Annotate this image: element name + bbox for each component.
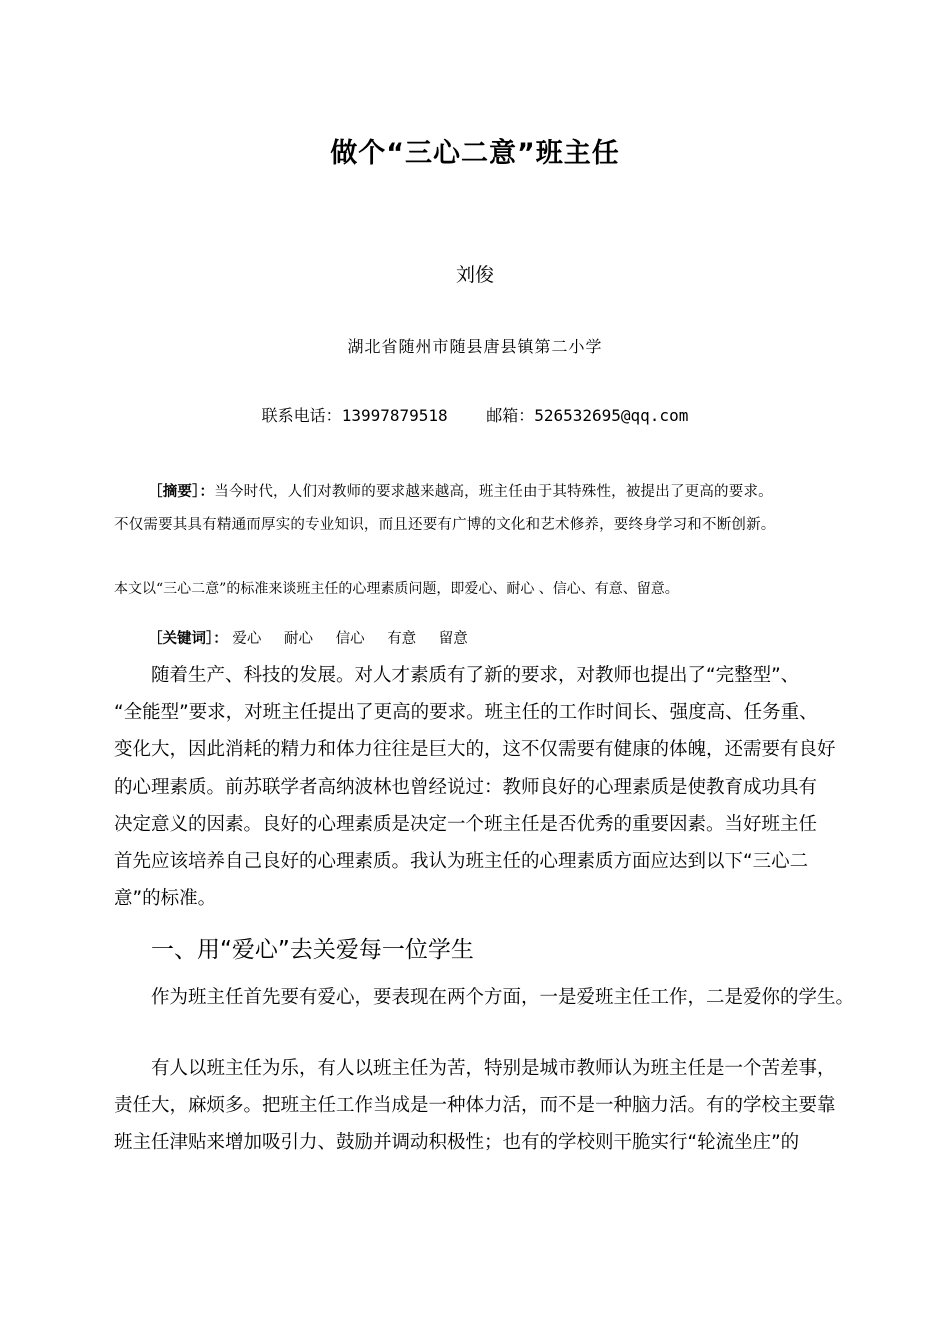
keyword: 爱心 bbox=[232, 631, 262, 647]
school-affiliation: 湖北省随州市随县唐县镇第二小学 bbox=[347, 337, 603, 356]
phone-label: 联系电话： bbox=[261, 406, 342, 425]
abstract-label: ［摘要］： bbox=[148, 484, 215, 500]
contact-line bbox=[0, 403, 950, 426]
keyword: 耐心 bbox=[283, 631, 313, 647]
section1-paragraph-1: 作为班主任首先要有爱心，要表现在两个方面，一是爱班主任工作，二是爱你的学生。 bbox=[151, 987, 855, 1008]
intro-paragraph: 随着生产、科技的发展。对人才素质有了新的要求，对教师也提出了“完整型”、 “全能型”要求，对班主任提出了更高的要求。班主任的工作时间长、强度高、任务重、 变化大，因此消耗的精力和体力往往是巨大的，这不仅需要有健康的体魄，还需要有良好 的心理素质。前苏联学者高纳波林也曾经说过：教师良好的心理素质是使教育成功具有 决定意义的因素。良好的心理素质是决定一个班主任是否优秀的重要因素。当好班主任 首先应该培养自己良好的心理素质。我认为班主任的心理素质方面应达到以下“三心二 意”的标准。 bbox=[114, 665, 836, 910]
abstract-line-1: ［摘要］：当今时代，人们对教师的要求越来越高，班主任由于其特殊性，被提出了更高的要求。 bbox=[148, 484, 773, 500]
section-heading: 一、用“爱心”去关爱每一位学生 bbox=[151, 937, 474, 963]
abstract-line-3: 本文以“三心二意”的标准来谈班主任的心理素质问题，即爱心、耐心 、信心、有意、留意。 bbox=[114, 581, 679, 597]
keywords bbox=[148, 625, 486, 653]
document-title: 做个“三心二意”班主任 bbox=[330, 138, 620, 169]
keyword: 信心 bbox=[335, 631, 365, 647]
email-address: 526532695@qq.com bbox=[534, 406, 689, 425]
section1-paragraph-2: 有人以班主任为乐，有人以班主任为苦，特别是城市教师认为班主任是一个苦差事， 责任大，麻烦多。把班主任工作当成是一种体力活，而不是一种脑力活。有的学校主要靠 班主任津贴来增加吸引力、鼓励并调动积极性；也有的学校则干脆实行“轮流坐庄”的 bbox=[114, 1058, 836, 1154]
email-label: 邮箱： bbox=[486, 406, 535, 425]
keyword: 留意 bbox=[438, 631, 468, 647]
keyword: 有意 bbox=[387, 631, 417, 647]
abstract bbox=[114, 476, 854, 542]
keywords-label: ［关键词］： bbox=[148, 631, 228, 647]
abstract-line-2: 不仅需要其具有精通而厚实的专业知识，而且还要有广博的文化和艺术修养，要终身学习和不断创新。 bbox=[114, 517, 776, 533]
author-name: 刘俊 bbox=[455, 264, 494, 286]
phone-number: 13997879518 bbox=[341, 406, 448, 425]
